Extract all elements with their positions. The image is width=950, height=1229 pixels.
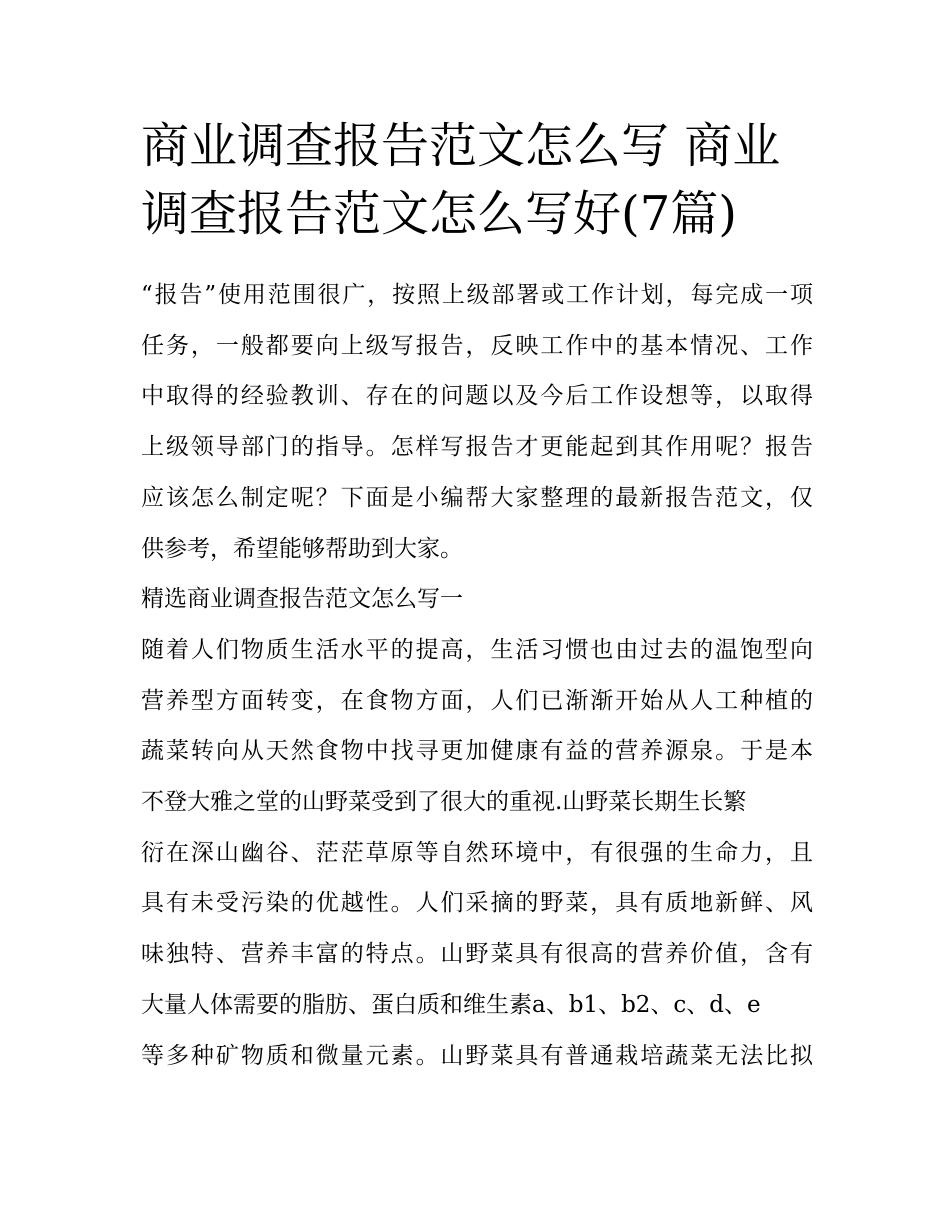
title-line: 调查报告范文怎么写好(7篇) <box>141 186 737 242</box>
section-heading: 精选商业调查报告范文怎么写一 <box>141 586 463 613</box>
section-line: 等多种矿物质和微量元素。山野菜具有普通栽培蔬菜无法比拟 <box>141 1042 813 1069</box>
document-title <box>141 112 813 248</box>
intro-line: 中取得的经验教训、存在的问题以及今后工作设想等，以取得 <box>141 383 813 410</box>
intro-line: 上级领导部门的指导。怎样写报告才更能起到其作用呢？报告 <box>141 434 813 461</box>
intro-line: 供参考，希望能够帮助到大家。 <box>141 535 463 562</box>
section-line: 不登大雅之堂的山野菜受到了很大的重视.山野菜长期生长繁 <box>141 789 747 816</box>
document-content <box>141 112 813 1081</box>
intro-line: 应该怎么制定呢？下面是小编帮大家整理的最新报告范文，仅 <box>141 484 813 511</box>
section-line: 蔬菜转向从天然食物中找寻更加健康有益的营养源泉。于是本 <box>141 738 813 765</box>
section-line: 营养型方面转变，在食物方面，人们已渐渐开始从人工种植的 <box>141 687 813 714</box>
intro-line: “报告”使用范围很广，按照上级部署或工作计划，每完成一项 <box>141 282 813 308</box>
document-body <box>141 270 813 1081</box>
section-line: 具有未受污染的优越性。人们采摘的野菜，具有质地新鲜、风 <box>141 890 813 917</box>
section-line: 大量人体需要的脂肪、蛋白质和维生素a、b1、b2、c、d、e <box>141 991 761 1018</box>
intro-line: 任务，一般都要向上级写报告，反映工作中的基本情况、工作 <box>141 332 813 359</box>
title-line: 商业调查报告范文怎么写 商业 <box>141 118 781 174</box>
section-line: 味独特、营养丰富的特点。山野菜具有很高的营养价值，含有 <box>141 941 813 968</box>
section-line: 衍在深山幽谷、茫茫草原等自然环境中，有很强的生命力，且 <box>141 839 813 866</box>
section-line: 随着人们物质生活水平的提高，生活习惯也由过去的温饱型向 <box>141 636 813 663</box>
